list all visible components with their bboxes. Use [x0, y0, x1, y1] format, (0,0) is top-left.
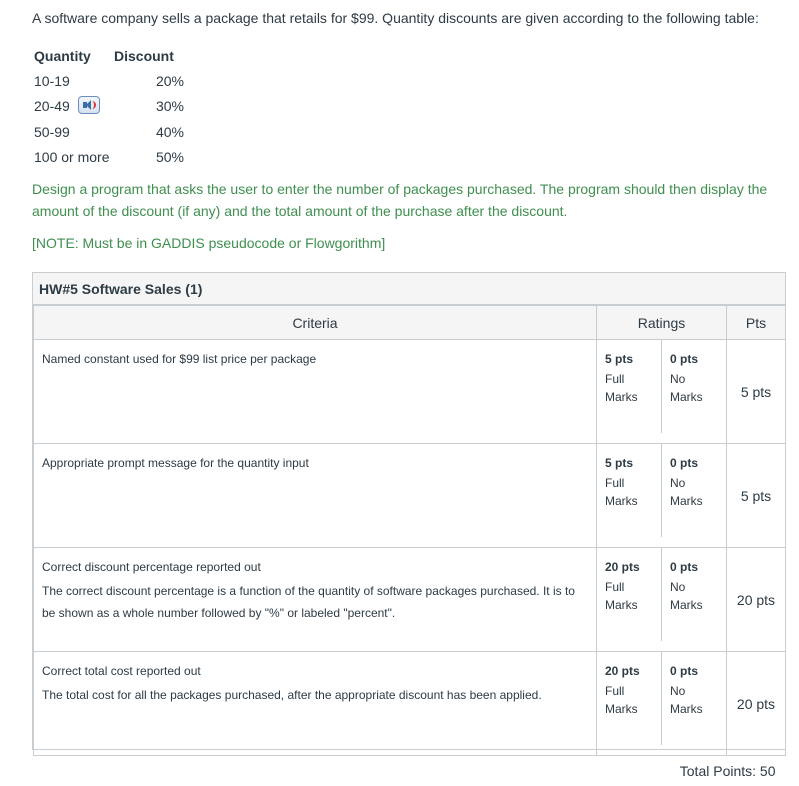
table-row: [34, 145, 198, 171]
rating-no[interactable]: [661, 652, 726, 745]
rating-no-pts: 0 pts: [670, 662, 726, 680]
ratings-cell: [597, 548, 727, 652]
note-paragraph: [NOTE: Must be in GADDIS pseudocode or Flowgorithm]: [32, 232, 792, 254]
total-points: Total Points: 50: [34, 756, 786, 786]
ratings-cell: [597, 444, 727, 548]
rating-no-label: No Marks: [670, 370, 710, 406]
rubric-row: [34, 652, 786, 756]
criterion-cell: [34, 340, 597, 444]
criterion-title: Correct discount percentage reported out: [42, 558, 586, 576]
quantity-cell: 10-19: [34, 68, 114, 94]
instructions-paragraph: Design a program that asks the user to enter the number of packages purchased. The program should then display the amount of the discount (if any) and the total amount of the purchase after the discount.: [32, 178, 792, 222]
rating-no-label: No Marks: [670, 474, 710, 510]
discount-cell: 50%: [114, 145, 198, 171]
rating-full-label: Full Marks: [605, 474, 645, 510]
speaker-icon[interactable]: [78, 96, 100, 114]
table-row: [34, 119, 198, 145]
criterion-title: Correct total cost reported out: [42, 662, 586, 680]
discount-table: [34, 44, 198, 170]
rating-full-label: Full Marks: [605, 682, 645, 718]
rating-no-pts: 0 pts: [670, 350, 726, 368]
ratings-header: Ratings: [597, 306, 727, 340]
rating-full-pts: 5 pts: [605, 350, 661, 368]
pts-cell: 20 pts: [727, 548, 786, 652]
rating-no-label: No Marks: [670, 578, 710, 614]
rating-full-pts: 20 pts: [605, 662, 661, 680]
rubric-title: HW#5 Software Sales (1): [33, 273, 785, 305]
rating-full[interactable]: [597, 444, 661, 537]
criterion-title: Named constant used for $99 list price per package: [42, 350, 586, 368]
rating-no[interactable]: [661, 548, 726, 641]
discount-cell: 20%: [114, 68, 198, 94]
rating-no-pts: 0 pts: [670, 558, 726, 576]
criterion-title: Appropriate prompt message for the quantity input: [42, 454, 586, 472]
criterion-cell: [34, 548, 597, 652]
discount-value: 30%: [156, 98, 184, 114]
quantity-cell: 100 or more: [34, 145, 114, 171]
pts-cell: 5 pts: [727, 444, 786, 548]
criterion-cell: [34, 444, 597, 548]
rating-full-pts: 5 pts: [605, 454, 661, 472]
rubric: [32, 272, 786, 750]
discount-cell: 40%: [114, 119, 198, 145]
table-row: [34, 68, 198, 94]
rating-no[interactable]: [661, 340, 726, 433]
discount-header: Discount: [114, 44, 198, 68]
criterion-description: The total cost for all the packages purchased, after the appropriate discount has been applied.: [42, 684, 586, 706]
rubric-row: [34, 548, 786, 652]
quantity-header: Quantity: [34, 44, 114, 68]
rating-full-label: Full Marks: [605, 370, 645, 406]
rating-no-label: No Marks: [670, 682, 710, 718]
criterion-description: The correct discount percentage is a function of the quantity of software packages purchased. It is to be shown as a whole number followed by "%" or labeled "percent".: [42, 580, 586, 624]
rating-full[interactable]: [597, 340, 661, 433]
rubric-row: [34, 340, 786, 444]
criteria-header: Criteria: [34, 306, 597, 340]
pts-header: Pts: [727, 306, 786, 340]
discount-cell-with-audio: [114, 94, 198, 120]
rating-full-label: Full Marks: [605, 578, 645, 614]
rating-full[interactable]: [597, 652, 661, 745]
table-row: [34, 94, 198, 120]
rating-no-pts: 0 pts: [670, 454, 726, 472]
quantity-cell: 20-49: [34, 94, 114, 120]
ratings-cell: [597, 340, 727, 444]
ratings-cell: [597, 652, 727, 756]
pts-cell: 20 pts: [727, 652, 786, 756]
rating-full[interactable]: [597, 548, 661, 641]
criterion-cell: [34, 652, 597, 756]
pts-cell: 5 pts: [727, 340, 786, 444]
rating-full-pts: 20 pts: [605, 558, 661, 576]
intro-text: A software company sells a package that retails for $99. Quantity discounts are given according to the following table:: [32, 10, 792, 26]
quantity-cell: 50-99: [34, 119, 114, 145]
rating-no[interactable]: [661, 444, 726, 537]
rubric-row: [34, 444, 786, 548]
rubric-table: [33, 305, 786, 786]
